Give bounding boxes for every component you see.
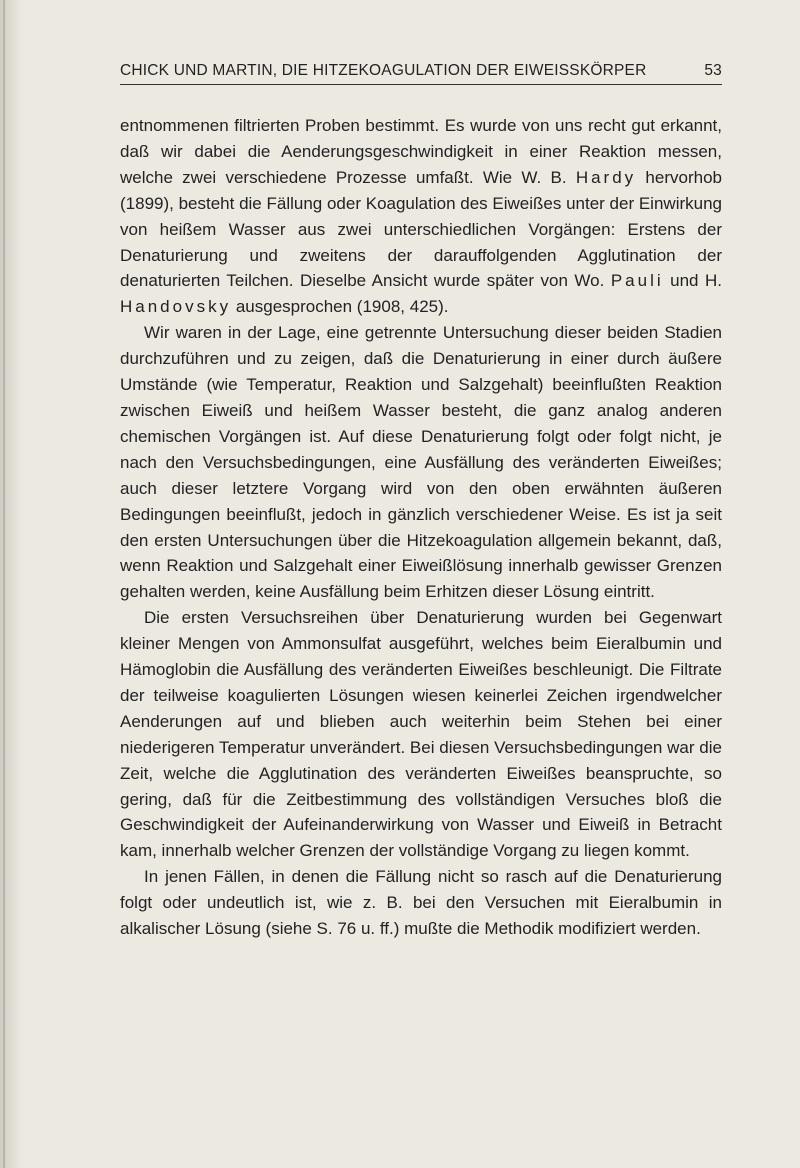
author-name-pauli: Pauli (610, 271, 664, 291)
page-number: 53 (704, 62, 722, 79)
running-header (120, 58, 722, 85)
paragraph-1-part-d: ausgesprochen (1908, 425). (231, 297, 449, 317)
paragraph-1-part-c: und H. (663, 271, 723, 291)
body-text (120, 113, 722, 942)
author-name-hardy: Hardy (575, 167, 637, 187)
paragraph-3: Die ersten Versuchsreihen über Denaturierung wurden bei Gegenwart kleiner Mengen von Ammonsulfat ausgeführt, welches beim Eieralbumin und Hämoglobin die Ausfällung des veränderten Eiweißes beschleunigt. Die Filtrate der teilweise koagulierten Lösungen wiesen keinerlei Zeichen irgendwelcher Aenderungen auf und blieben auch weiterhin beim Stehen bei einer niederigeren Temperatur unverändert. Bei diesen Versuchsbedingungen war die Zeit, welche die Agglutination des veränderten Eiweißes beanspruchte, so gering, daß für die Zeitbestimmung des vollständigen Versuches bloß die Geschwindigkeit der Aufeinanderwirkung von Wasser und Eiweiß in Betracht kam, innerhalb welcher Grenzen der vollständige Vorgang zu liegen kommt. (120, 608, 722, 861)
page-binding-edge (0, 0, 22, 1168)
paragraph-1 (120, 113, 722, 320)
book-page (120, 58, 722, 942)
paragraph-1-part-a: entnommenen filtrierten Proben bestimmt. Es wurde von uns recht gut erkannt, daß wir dabei die Aenderungsgeschwindigkeit in einer Reaktion messen, welche zwei verschiedene Prozesse umfaßt. Wie W. B. (120, 116, 722, 187)
binding-line (3, 0, 5, 1168)
author-name-handovsky: Handovsky (120, 297, 232, 317)
paragraph-4: In jenen Fällen, in denen die Fällung nicht so rasch auf die Denaturierung folgt oder undeutlich ist, wie z. B. bei den Versuchen mit Eieralbumin in alkalischer Lösung (siehe S. 76 u. ff.) mußte die Methodik modifiziert werden. (120, 867, 722, 939)
paragraph-1-part-b: hervorhob (1899), besteht die Fällung oder Koagulation des Eiweißes unter der Einwirkung von heißem Wasser aus zwei unterschiedlichen Vorgängen: Erstens der Denaturierung und zweitens der darauffolgenden Agglutination der denaturierten Teilchen. Dieselbe Ansicht wurde später von Wo. (120, 167, 722, 291)
paragraph-2: Wir waren in der Lage, eine getrennte Untersuchung dieser beiden Stadien durchzuführen und zu zeigen, daß die Denaturierung in einer durch äußere Umstände (wie Temperatur, Reaktion und Salzgehalt) beeinflußten Reaktion zwischen Eiweiß und heißem Wasser besteht, die ganz analog anderen chemischen Vorgängen ist. Auf diese Denaturierung folgt oder folgt nicht, je nach den Versuchsbedingungen, eine Ausfällung des veränderten Eiweißes; auch dieser letztere Vorgang wird von den oben erwähnten äußeren Bedingungen beeinflußt, jedoch in gänzlich verschiedener Weise. Es ist ja seit den ersten Untersuchungen über die Hitzekoagulation allgemein bekannt, daß, wenn Reaktion und Salzgehalt einer Eiweißlösung innerhalb gewisser Grenzen gehalten werden, keine Ausfällung beim Erhitzen dieser Lösung eintritt. (120, 323, 722, 602)
running-title: CHICK UND MARTIN, DIE HITZEKOAGULATION DER EIWEISSKÖRPER (120, 62, 647, 79)
